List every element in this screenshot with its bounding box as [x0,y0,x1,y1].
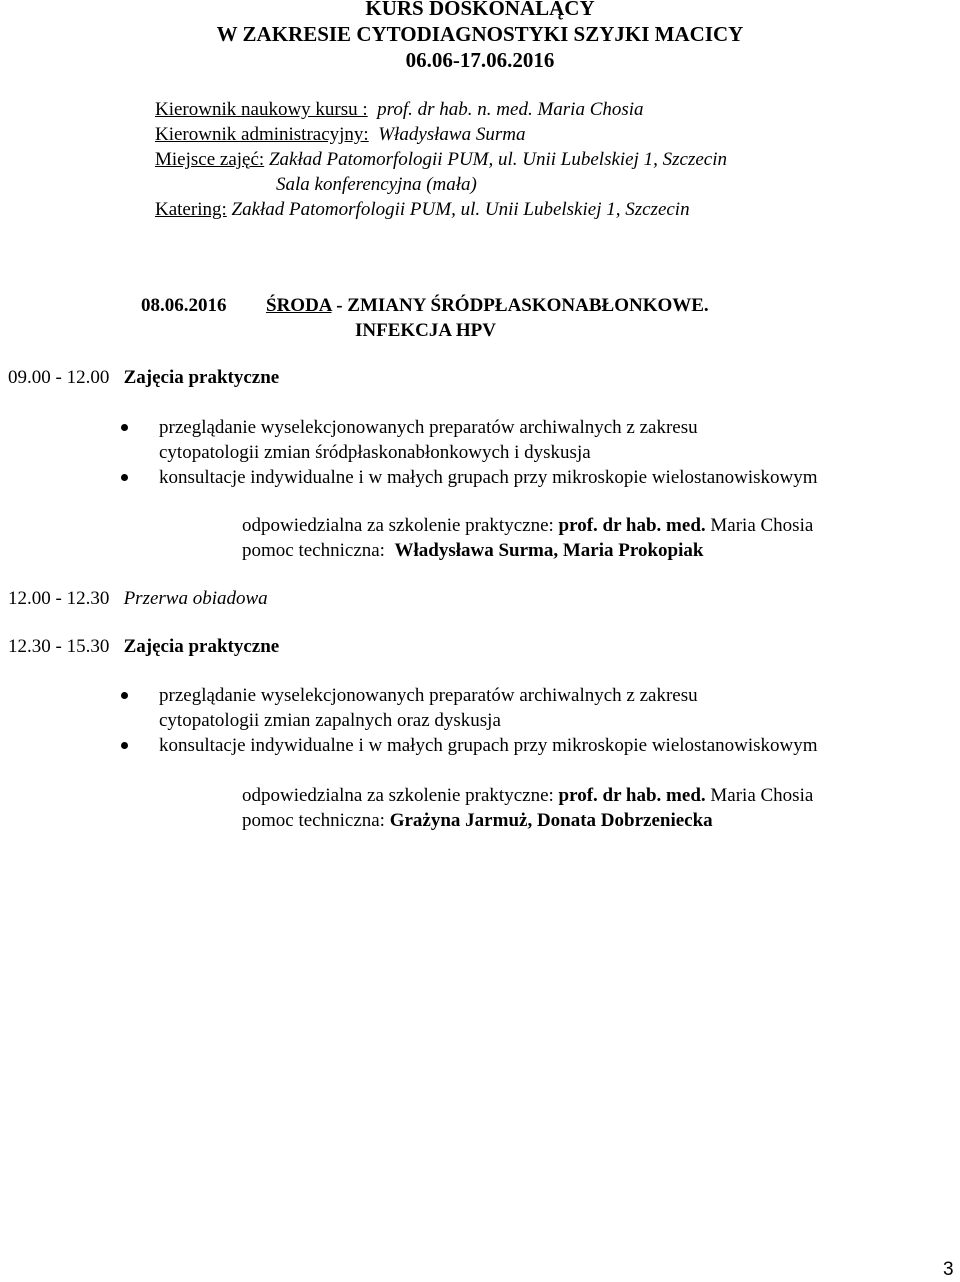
admin-head-row [155,123,525,147]
catering-row [155,198,690,222]
page-number: 3 [943,1259,954,1280]
day-topic-line1 [266,294,709,318]
bullet-icon [121,692,128,699]
session2-label: Zajęcia praktyczne [123,636,280,657]
session2-responsible-name: Maria Chosia [710,785,814,806]
session2-bullet1-line2: cytopatologii zmian zapalnych oraz dyskusja [159,710,501,731]
document-title-line1: KURS DOSKONALĄCY [365,0,595,20]
catering-value: Zakład Patomorfologii PUM, ul. Unii Lubelskiej 1, Szczecin [231,199,690,220]
bullet-icon [121,742,128,749]
session1-responsible-label: odpowiedzialna za szkolenie praktyczne: [242,515,554,536]
bullet-icon [121,424,128,431]
break-row [8,587,268,611]
day-weekday: ŚRODA [266,295,332,316]
session1-time: 09.00 - 12.00 [8,367,110,388]
session2-responsible-row [242,784,813,808]
session1-tech-value: Władysława Surma, Maria Prokopiak [394,540,704,561]
session2-responsible-title: prof. dr hab. med. [558,785,706,806]
place-row [155,148,727,172]
session1-tech-label: pomoc techniczna: [242,540,385,561]
room-name: Sala konferencyjna (mała) [276,174,477,195]
admin-head-value: Władysława Surma [378,124,526,145]
session1-bullet1-line2: cytopatologii zmian śródpłaskonabłonkowych i dyskusja [159,442,591,463]
break-label: Przerwa obiadowa [123,588,268,609]
session2-responsible-label: odpowiedzialna za szkolenie praktyczne: [242,785,554,806]
day-topic-line2: INFEKCJA HPV [355,320,496,341]
session2-bullet1-line1: przeglądanie wyselekcjonowanych preparatów archiwalnych z zakresu [159,685,698,706]
session2-time: 12.30 - 15.30 [8,636,110,657]
scientific-head-label: Kierownik naukowy kursu : [155,99,368,120]
session1-bullet1-line1: przeglądanie wyselekcjonowanych preparatów archiwalnych z zakresu [159,417,698,438]
place-value: Zakład Patomorfologii PUM, ul. Unii Lubelskiej 1, Szczecin [268,149,728,170]
document-title-line2: W ZAKRESIE CYTODIAGNOSTYKI SZYJKI MACICY [216,22,744,46]
session2-bullet2: konsultacje indywidualne i w małych grupach przy mikroskopie wielostanowiskowym [159,735,818,756]
scientific-head-value: prof. dr hab. n. med. Maria Chosia [377,99,644,120]
course-dates: 06.06-17.06.2016 [405,48,555,72]
session1-responsible-name: Maria Chosia [710,515,814,536]
place-label: Miejsce zajęć: [155,149,265,170]
catering-label: Katering: [155,199,227,220]
session1-label: Zajęcia praktyczne [123,367,280,388]
day-date: 08.06.2016 [141,295,227,316]
session1-header [8,366,279,390]
session2-tech-value: Grażyna Jarmuż, Donata Dobrzeniecka [389,810,713,831]
session1-responsible-title: prof. dr hab. med. [558,515,706,536]
day-topic: - ZMIANY ŚRÓDPŁASKONABŁONKOWE. [331,295,709,316]
session1-bullet2: konsultacje indywidualne i w małych grupach przy mikroskopie wielostanowiskowym [159,467,818,488]
scientific-head-row [155,98,644,122]
break-time: 12.00 - 12.30 [8,588,110,609]
session2-header [8,635,279,659]
session1-tech-row [242,539,703,563]
session2-tech-row [242,809,713,833]
session1-responsible-row [242,514,813,538]
bullet-icon [121,474,128,481]
admin-head-label: Kierownik administracyjny: [155,124,369,145]
session2-tech-label: pomoc techniczna: [242,810,385,831]
